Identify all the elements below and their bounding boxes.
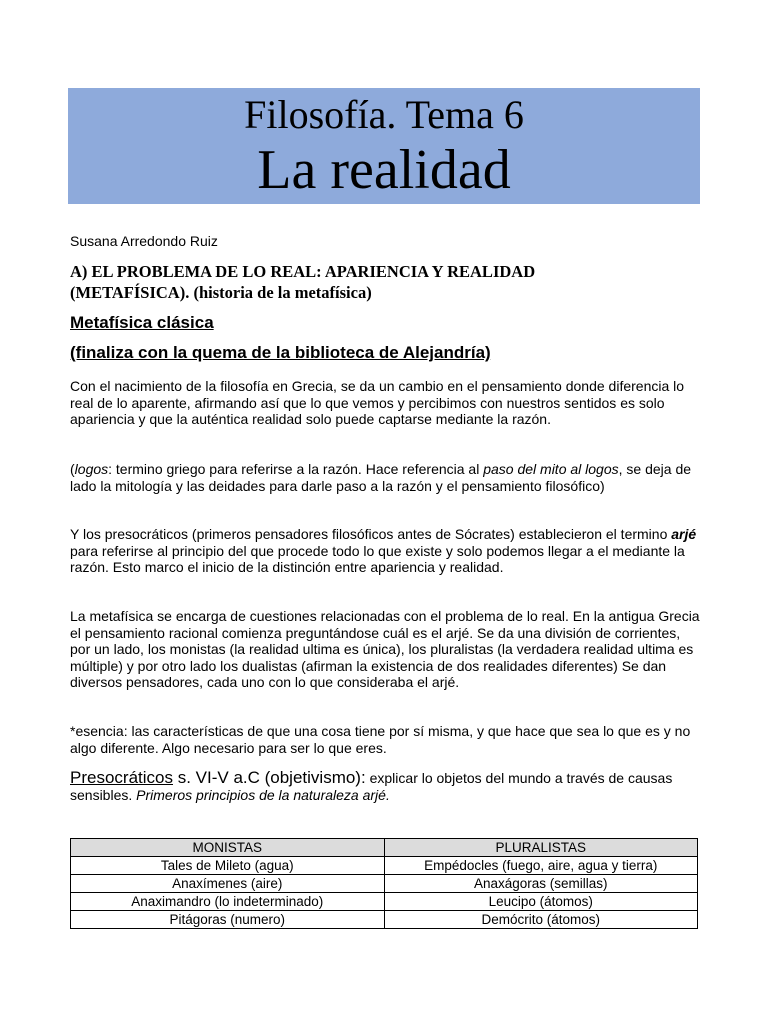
author-name: Susana Arredondo Ruiz <box>70 233 218 249</box>
p6-siglos: s. VI-V a.C (objetivismo) <box>172 768 361 787</box>
p2-logos: logos <box>74 461 109 477</box>
table-header-row <box>71 839 698 857</box>
table-cell: Anaxímenes (aire) <box>71 875 385 893</box>
paragraph-presocraticos-intro <box>70 770 700 803</box>
paragraph-esencia: *esencia: las características de que una cosa tiene por sí misma, y que hace que sea lo que es y no algo diferente. Algo necesario para ser lo que eres. <box>70 723 691 756</box>
document-title: Filosofía. Tema 6 <box>244 92 524 137</box>
p2-mid: : termino griego para referirse a la razón. Hace referencia al <box>108 461 484 477</box>
table-cell: Pitágoras (numero) <box>71 911 385 929</box>
table-cell: Empédocles (fuego, aire, agua y tierra) <box>384 857 698 875</box>
p6-italic: Primeros principios de la naturaleza arjé. <box>136 786 390 803</box>
title-banner <box>68 88 700 204</box>
heading-metafisica-clasica: Metafísica clásica <box>70 313 214 332</box>
p2-end: , se deja de lado la mitología y las deidades para darle paso a la razón y el pensamiento filosófico) <box>70 461 692 494</box>
header-monistas: MONISTAS <box>71 839 385 857</box>
header-pluralistas: PLURALISTAS <box>384 839 698 857</box>
table-row <box>71 893 698 911</box>
paragraph-presocraticos-arje <box>70 526 700 576</box>
p6-colon: : <box>360 768 366 787</box>
table-cell: Leucipo (átomos) <box>384 893 698 911</box>
table-row <box>71 857 698 875</box>
paragraph-metafisica: La metafísica se encarga de cuestiones relacionadas con el problema de lo real. En la antigua Grecia el pensamiento racional comienza preguntándose cuál es el arjé. Se da una división de corrientes, por un lado, los monistas (la realidad ultima es única), los pluralistas (la verdadera realidad ultima es múltiple) y por otro lado los dualistas (afirman la existencia de dos realidades diferentes) Se dan diversos pensadores, cada uno con lo que consideraba el arjé. <box>70 608 700 690</box>
heading-alejandria: (finaliza con la quema de la biblioteca de Alejandría) <box>70 343 491 362</box>
p2-paso: paso del mito al logos <box>483 461 619 477</box>
table-row <box>71 911 698 929</box>
table-cell: Demócrito (átomos) <box>384 911 698 929</box>
section-a-heading <box>70 261 630 303</box>
monistas-pluralistas-table <box>70 838 698 929</box>
p3-start: Y los presocráticos (primeros pensadores filosóficos antes de Sócrates) establecieron el termino <box>70 526 672 542</box>
section-a-line1: A) EL PROBLEMA DE LO REAL: APARIENCIA Y REALIDAD <box>70 262 536 281</box>
p6-rest: explicar lo objetos del mundo a través de causas sensibles. <box>70 770 673 803</box>
p2-open: ( <box>70 461 75 477</box>
table-cell: Anaximandro (lo indeterminado) <box>71 893 385 911</box>
p6-presocraticos: Presocráticos <box>70 768 173 787</box>
section-a-line2: (METAFÍSICA). (historia de la metafísica) <box>70 283 372 302</box>
table-cell: Anaxágoras (semillas) <box>384 875 698 893</box>
document-subtitle: La realidad <box>257 139 511 201</box>
paragraph-logos <box>70 461 700 494</box>
p3-arje: arjé <box>671 526 697 542</box>
p3-end: para referirse al principio del que procede todo lo que existe y solo podemos llegar a el mediante la razón. Esto marco el inicio de la distinción entre apariencia y realidad. <box>70 542 685 575</box>
table-cell: Tales de Mileto (agua) <box>71 857 385 875</box>
paragraph-nacimiento-filosofia: Con el nacimiento de la filosofía en Grecia, se da un cambio en el pensamiento donde diferencia lo real de lo aparente, afirmando así que lo que vemos y percibimos con nuestros sentidos es solo apariencia y que la auténtica realidad solo puede captarse mediante la razón. <box>70 378 685 427</box>
table-row <box>71 875 698 893</box>
